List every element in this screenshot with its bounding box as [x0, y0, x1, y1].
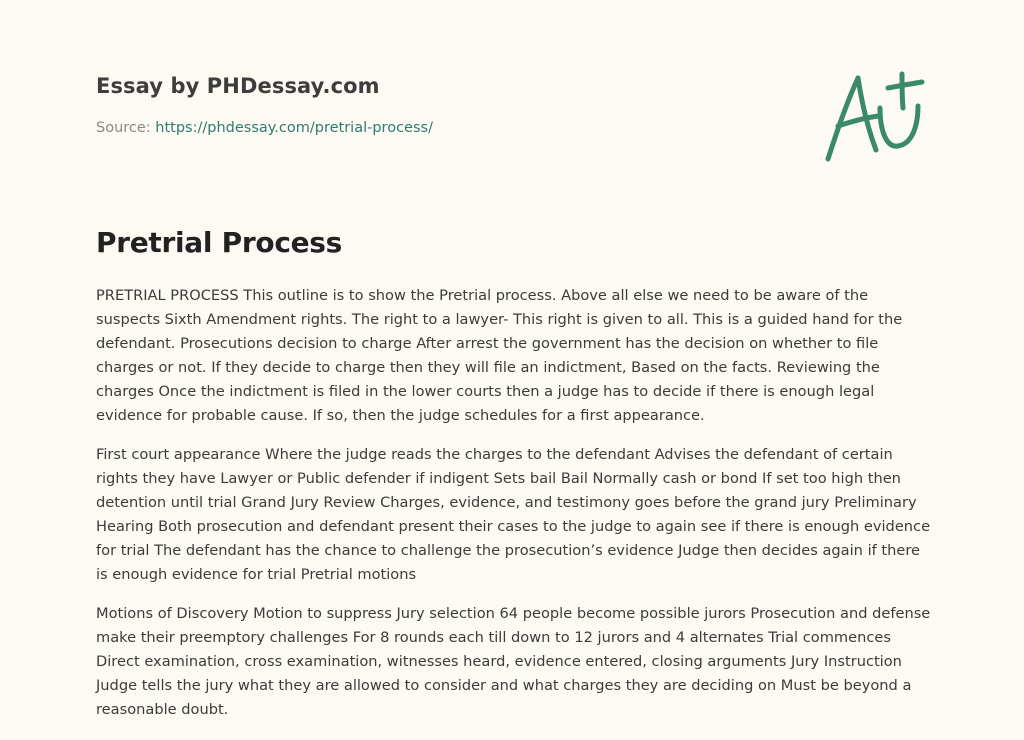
- a-plus-grade-icon: [818, 64, 930, 168]
- source-line: [96, 120, 696, 136]
- essay-paragraph: Motions of Discovery Motion to suppress Jury selection 64 people become possible jurors Prosecution and defense make their preemptory challenges For 8 rounds each till down to 12 jurors and 4 alternates Trial commences Direct examination, cross examination, witnesses heard, evidence entered, closing arguments Jury Instruction Judge tells the jury what they are allowed to consider and what charges they are deciding on Must be beyond a reasonable doubt.: [96, 605, 931, 718]
- essay-paragraph: PRETRIAL PROCESS This outline is to show the Pretrial process. Above all else we need to be aware of the suspects Sixth Amendment rights. The right to a lawyer- This right is given to all. This is a guided hand for the defendant. Prosecutions decision to charge After arrest the government has the decision on whether to file charges or not. If they decide to charge then they will file an indictment, Based on the facts. Reviewing the charges Once the indictment is filed in the lower courts then a judge has to decide if there is enough legal evidence for probable cause. If so, then the judge schedules for a first appearance.: [96, 287, 903, 424]
- site-header: [96, 74, 696, 136]
- source-link[interactable]: https://phdessay.com/pretrial-process/: [155, 120, 433, 136]
- site-brand: Essay by PHDessay.com: [96, 74, 380, 98]
- essay-body: [96, 284, 932, 737]
- source-label: Source:: [96, 120, 156, 136]
- essay-paragraph: First court appearance Where the judge reads the charges to the defendant Advises the defendant of certain rights they have Lawyer or Public defender if indigent Sets bail Bail Normally cash or bond If set too high then detention until trial Grand Jury Review Charges, evidence, and testimony goes before the grand jury Preliminary Hearing Both prosecution and defendant present their cases to the judge to again see if there is enough evidence for trial The defendant has the chance to challenge the prosecution’s evidence Judge then decides again if there is enough evidence for trial Pretrial motions: [96, 446, 931, 583]
- page-title: Pretrial Process: [96, 226, 343, 259]
